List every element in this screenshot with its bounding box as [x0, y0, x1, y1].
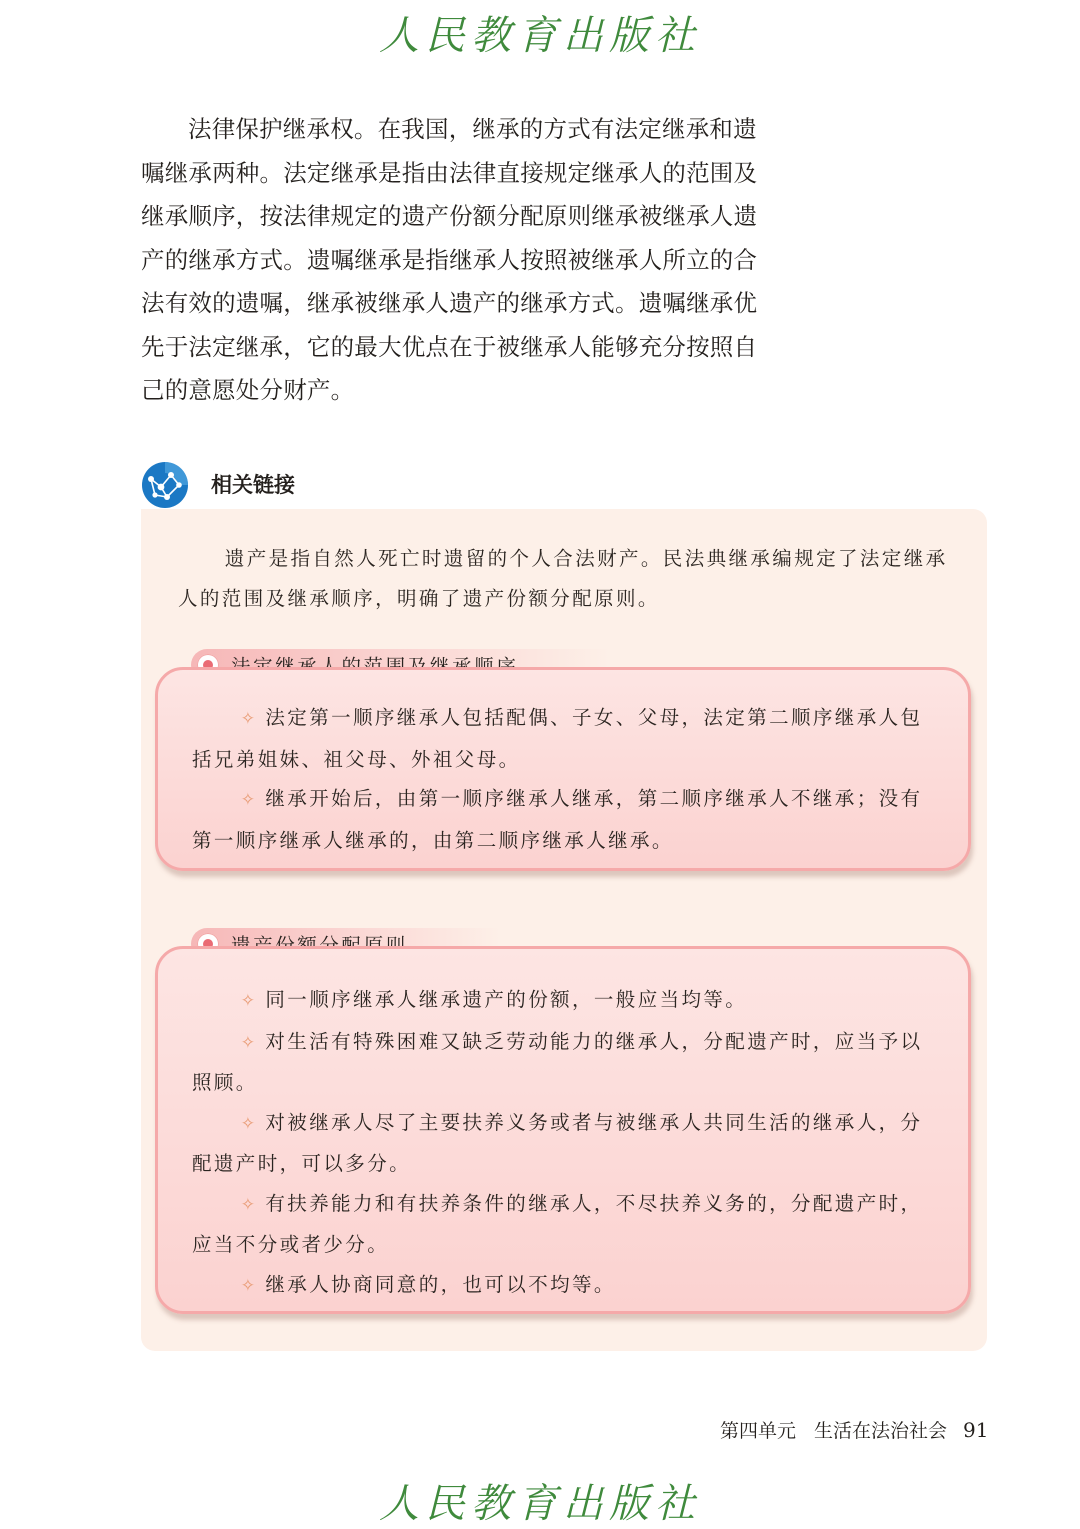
list-item: ✧ 法定第一顺序继承人包括配偶、子女、父母，法定第二顺序继承人包括兄弟姐妹、祖父母、外祖父母。: [192, 706, 923, 771]
network-globe-icon: [141, 461, 189, 509]
diamond-bullet-icon: ✧: [240, 709, 258, 729]
diamond-bullet-icon: ✧: [240, 1194, 258, 1215]
section-box-share-principles: [155, 946, 971, 1314]
page-number: 91: [963, 1418, 989, 1442]
related-link-panel: [141, 509, 987, 1351]
diamond-bullet-icon: ✧: [240, 1113, 258, 1134]
list-item: ✧ 对生活有特殊困难又缺乏劳动能力的继承人，分配遗产时，应当予以照顾。: [192, 1029, 923, 1094]
publisher-watermark-bottom: 人民教育出版社: [379, 1481, 701, 1527]
publisher-watermark-top: 人民教育出版社: [379, 13, 701, 59]
page-footer: [720, 1416, 988, 1443]
list-item: ✧ 有扶养能力和有扶养条件的继承人，不尽扶养义务的，分配遗产时，应当不分或者少分。: [192, 1191, 923, 1256]
related-link-intro: 遗产是指自然人死亡时遗留的个人合法财产。民法典继承编规定了法定继承人的范围及继承顺序，明确了遗产份额分配原则。: [178, 547, 948, 610]
diamond-bullet-icon: ✧: [240, 991, 258, 1011]
list-item: ✧ 对被继承人尽了主要扶养义务或者与被继承人共同生活的继承人，分配遗产时，可以多分。: [192, 1110, 923, 1175]
diamond-bullet-icon: ✧: [240, 1032, 258, 1053]
diamond-bullet-icon: ✧: [240, 790, 258, 810]
list-item: ✧ 继承开始后，由第一顺序继承人继承，第二顺序继承人不继承；没有第一顺序继承人继承的，由第二顺序继承人继承。: [192, 787, 923, 852]
list-item: ✧ 继承人协商同意的，也可以不均等。: [240, 1272, 616, 1296]
diamond-bullet-icon: ✧: [240, 1275, 258, 1296]
section-box-heirs-order: [155, 667, 971, 871]
body-paragraph: 法律保护继承权。在我国，继承的方式有法定继承和遗嘱继承两种。法定继承是指由法律直接规定继承人的范围及继承顺序，按法律规定的遗产份额分配原则继承被继承人遗产的继承方式。遗嘱继承是指继承人按照被继承人所立的合法有效的遗嘱，继承被继承人遗产的继承方式。遗嘱继承优先于法定继承，它的最大优点在于被继承人能够充分按照自己的意愿处分财产。: [141, 115, 758, 404]
related-link-title: 相关链接: [211, 473, 295, 497]
footer-unit: 第四单元: [720, 1420, 797, 1442]
list-item: ✧ 同一顺序继承人继承遗产的份额，一般应当均等。: [240, 988, 748, 1011]
footer-chapter: 生活在法治社会: [814, 1420, 948, 1442]
